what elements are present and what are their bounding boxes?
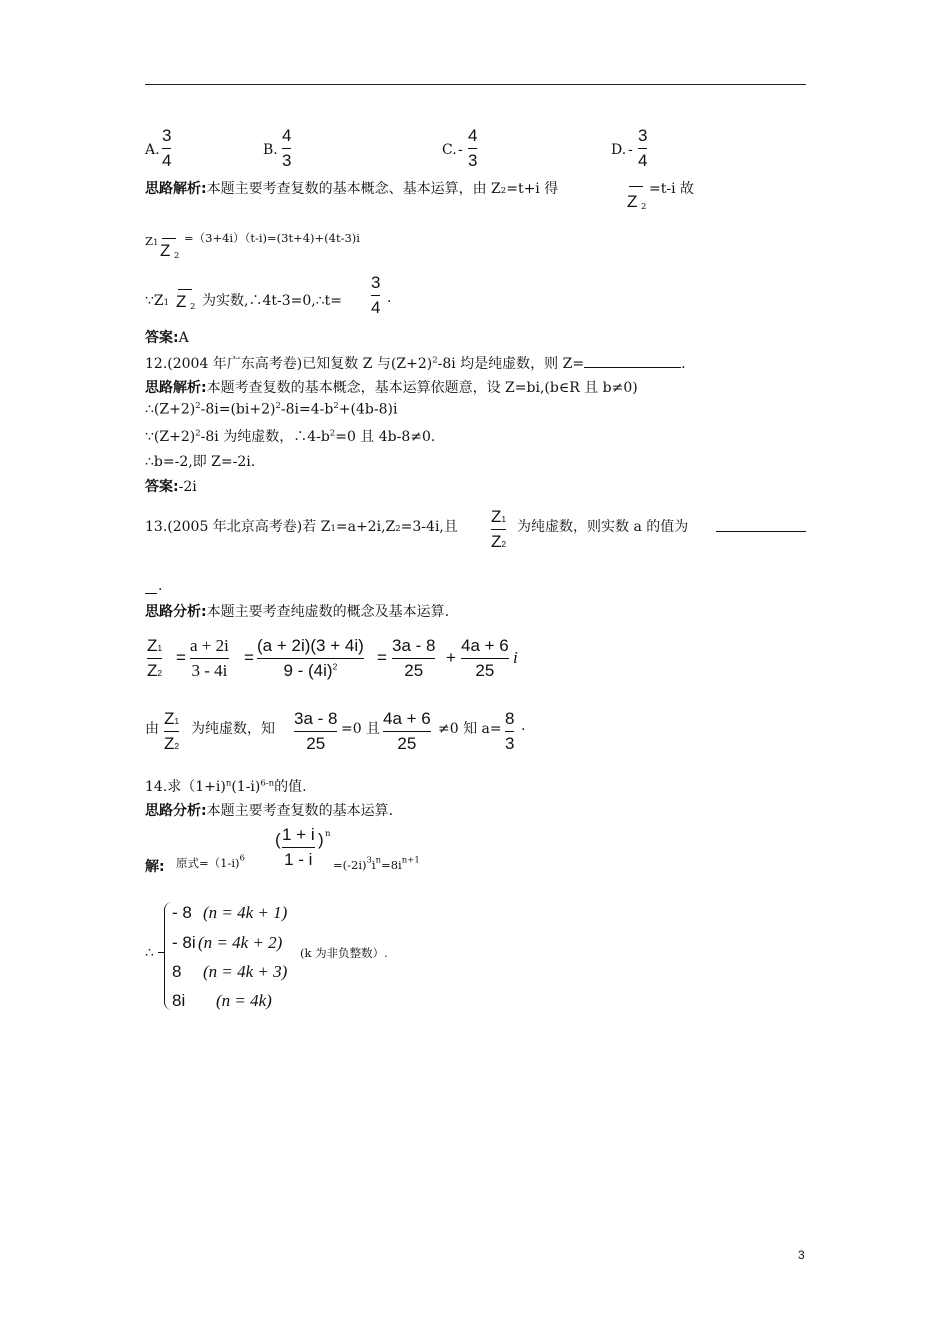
- q13-blank-cont[interactable]: [145, 593, 157, 594]
- q12-line1: $\therefore(Z+2)^2-8i=(bi+2)^2-8i=4-b^2+(4b-8)i$: [145, 401, 398, 418]
- case-1-cond: (n = 4k + 1): [203, 903, 288, 922]
- case-2-value: - 8i: [172, 933, 196, 952]
- q12-blank[interactable]: [584, 355, 681, 368]
- eq-frac-4: 3a - 8 25: [392, 636, 436, 680]
- header-rule: [145, 84, 806, 85]
- q11-line2: Z1: [145, 234, 159, 248]
- q13-blank[interactable]: [716, 531, 806, 532]
- choice-b-label: B.: [263, 142, 278, 158]
- concl-frac-3: 8 3: [505, 709, 515, 753]
- choice-d-label: D.: [611, 142, 627, 158]
- choice-b-fraction: 4 3: [282, 126, 292, 170]
- case-2-cond: (n = 4k + 2): [198, 933, 283, 952]
- q11-line3-fraction: 3 4: [371, 273, 381, 317]
- q13-stem-end: .: [158, 578, 163, 594]
- q14-analysis: 思路分析:本题主要考查复数的基本运算.: [145, 803, 394, 819]
- concl-frac-z: Z1 Z2: [164, 709, 180, 753]
- q11-analysis: 思路解析:本题主要考查复数的基本概念、基本运算，由 Z2=t+i 得: [145, 181, 559, 197]
- choice-d-sign: -: [628, 142, 633, 158]
- q13-stem: 13.(2005 年北京高考卷)若 Z1=a+2i,Z2=3-4i,且: [145, 519, 458, 535]
- q11-analysis-end: =t-i 故: [649, 181, 695, 197]
- case-3-value: 8: [172, 962, 182, 981]
- case-3-cond: (n = 4k + 3): [203, 962, 288, 981]
- therefore-symbol: ∴: [145, 945, 154, 961]
- eq-frac-z1z2: Z1 Z2: [147, 636, 163, 680]
- q12-answer: 答案:-2i: [145, 479, 197, 495]
- case-1-value: - 8: [172, 903, 192, 922]
- choice-a-label: A.: [145, 142, 160, 158]
- q11-line3: ∵Z1: [145, 293, 170, 309]
- eq-frac-3: (a + 2i)(3 + 4i) $9 - (4i)^2$: [257, 636, 364, 680]
- q11-answer: 答案:A: [145, 330, 189, 346]
- concl-frac-1: 3a - 8 25: [294, 709, 338, 753]
- choice-c-sign: -: [458, 142, 463, 158]
- q11-line2-expr: =（3+4i）（t-i)=(3t+4)+(4t-3)i: [184, 231, 360, 245]
- q12-line2: $\because(Z+2)^2-8i$ 为纯虚数，$\therefore 4-b^2=0$ 且 4b-8≠0.: [145, 428, 436, 445]
- analysis-label: 思路解析:: [145, 181, 207, 197]
- q13-stem-fraction: Z1 Z2: [491, 507, 507, 551]
- page-number: 3: [798, 1248, 805, 1262]
- choice-c-fraction: 4 3: [468, 126, 478, 170]
- choice-d-fraction: 3 4: [638, 126, 648, 170]
- eq-frac-5: 4a + 6 25: [461, 636, 509, 680]
- case-4-cond: (n = 4k): [216, 991, 272, 1010]
- q11-line3-text: 为实数,∴4t-3=0,∴t=: [202, 293, 342, 309]
- q14-stem: 14.求$(1+i)^n(1-i)^{6-n}$的值.: [145, 778, 307, 795]
- q12-analysis: 思路解析:本题考查复数的基本概念，基本运算依题意，设 Z=bi,(b∈R 且 b≠0): [145, 380, 638, 396]
- concl-frac-2: 4a + 6 25: [383, 709, 431, 753]
- choice-c-label: C.: [442, 142, 457, 158]
- case-note: (k 为非负整数）.: [300, 946, 388, 960]
- q13-analysis: 思路分析:本题主要考查纯虚数的概念及基本运算.: [145, 604, 450, 620]
- case-4-value: 8i: [172, 991, 186, 1010]
- eq-frac-2: a + 2i 3 - 4i: [190, 636, 229, 680]
- sol-fraction: 1 + i 1 - i: [282, 825, 315, 869]
- q12-stem: 12.(2004 年广东高考卷)已知复数 Z 与$(Z+2)^2-8i$ 均是纯虚数，则 Z= .: [145, 355, 686, 372]
- q12-line3: ∴b=-2,即 Z=-2i.: [145, 454, 256, 470]
- choice-a-fraction: 3 4: [162, 126, 172, 170]
- q13-stem-tail: 为纯虚数，则实数 a 的值为: [517, 519, 689, 535]
